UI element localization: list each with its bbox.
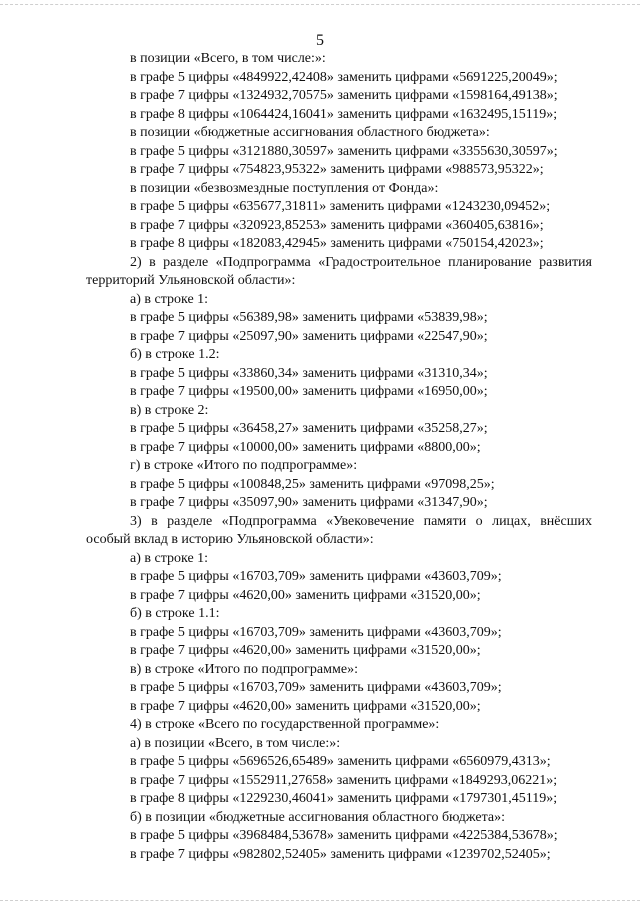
text-line: в графе 5 цифры «3968484,53678» заменить цифрами «4225384,53678»;: [130, 828, 558, 843]
text-line: в графе 7 цифры «982802,52405» заменить цифрами «1239702,52405»;: [130, 846, 551, 862]
text-line: в графе 7 цифры «320923,85253» заменить цифрами «360405,63816»;: [130, 217, 544, 233]
text-line: в графе 5 цифры «16703,709» заменить цифрами «43603,709»;: [130, 624, 502, 640]
text-line: в графе 5 цифры «4849922,42408» заменить цифрами «5691225,20049»;: [130, 69, 558, 85]
text-line: в графе 7 цифры «35097,90» заменить цифрами «31347,90»;: [130, 495, 488, 510]
text-line: в графе 5 цифры «16703,709» заменить цифрами «43603,709»;: [130, 569, 502, 584]
text-line: в графе 5 цифры «56389,98» заменить цифрами «53839,98»;: [130, 310, 488, 325]
text-line: в графе 7 цифры «4620,00» заменить цифрами «31520,00»;: [130, 698, 481, 714]
text-line: а) в позиции «Всего, в том числе:»:: [130, 735, 341, 751]
text-line: а) в строке 1:: [130, 550, 209, 566]
document-body: [86, 50, 592, 864]
section-paragraph: 2) в разделе «Подпрограмма «Градостроительное планирование развития территорий Ульяновской области»:: [86, 254, 592, 288]
text-line: б) в позиции «бюджетные ассигнования областного бюджета»:: [130, 809, 506, 825]
text-line: в графе 8 цифры «182083,42945» заменить цифрами «750154,42023»;: [130, 236, 544, 251]
text-line: в позиции «Всего, в том числе:»:: [130, 51, 326, 66]
text-line: в позиции «безвозмездные поступления от Фонда»:: [130, 180, 439, 196]
text-line: в графе 7 цифры «754823,95322» заменить цифрами «988573,95322»;: [130, 162, 544, 177]
text-line: б) в строке 1.2:: [130, 347, 220, 362]
text-line: в графе 8 цифры «1229230,46041» заменить цифрами «1797301,45119»;: [130, 791, 558, 806]
scan-edge-top: [0, 4, 640, 6]
text-line: в графе 5 цифры «33860,34» заменить цифрами «31310,34»;: [130, 365, 488, 381]
section-paragraph: 3) в разделе «Подпрограмма «Увековечение памяти о лицах, внёсших особый вклад в историю Ульяновской области»:: [86, 513, 592, 547]
scan-edge-bottom: [0, 900, 640, 902]
text-line: б) в строке 1.1:: [130, 606, 220, 621]
text-line: 4) в строке «Всего по государственной программе»:: [130, 717, 440, 732]
text-line: в графе 5 цифры «635677,31811» заменить цифрами «1243230,09452»;: [130, 199, 551, 214]
text-line: в позиции «бюджетные ассигнования областного бюджета»:: [130, 125, 490, 140]
text-line: в графе 7 цифры «4620,00» заменить цифрами «31520,00»;: [130, 587, 481, 603]
text-line: в графе 7 цифры «19500,00» заменить цифрами «16950,00»;: [130, 384, 488, 399]
text-line: в графе 8 цифры «1064424,16041» заменить цифрами «1632495,15119»;: [130, 106, 558, 122]
text-line: г) в строке «Итого по подпрограмме»:: [130, 458, 358, 473]
text-line: в графе 5 цифры «5696526,65489» заменить цифрами «6560979,4313»;: [130, 754, 551, 769]
text-line: в графе 5 цифры «36458,27» заменить цифрами «35258,27»;: [130, 421, 488, 436]
text-line: в графе 5 цифры «3121880,30597» заменить цифрами «3355630,30597»;: [130, 143, 558, 159]
text-line: в графе 7 цифры «1552911,27658» заменить цифрами «1849293,06221»;: [130, 772, 558, 788]
text-line: в) в строке «Итого по подпрограмме»:: [130, 661, 358, 677]
text-line: в графе 7 цифры «25097,90» заменить цифрами «22547,90»;: [130, 328, 488, 344]
text-line: а) в строке 1:: [130, 291, 209, 307]
page-number: 5: [316, 32, 324, 49]
text-line: в графе 7 цифры «1324932,70575» заменить цифрами «1598164,49138»;: [130, 88, 558, 103]
text-line: в графе 5 цифры «100848,25» заменить цифрами «97098,25»;: [130, 476, 495, 492]
text-line: в графе 7 цифры «4620,00» заменить цифрами «31520,00»;: [130, 643, 481, 658]
text-line: в графе 5 цифры «16703,709» заменить цифрами «43603,709»;: [130, 680, 502, 695]
text-line: в) в строке 2:: [130, 402, 209, 418]
text-line: в графе 7 цифры «10000,00» заменить цифрами «8800,00»;: [130, 439, 481, 455]
